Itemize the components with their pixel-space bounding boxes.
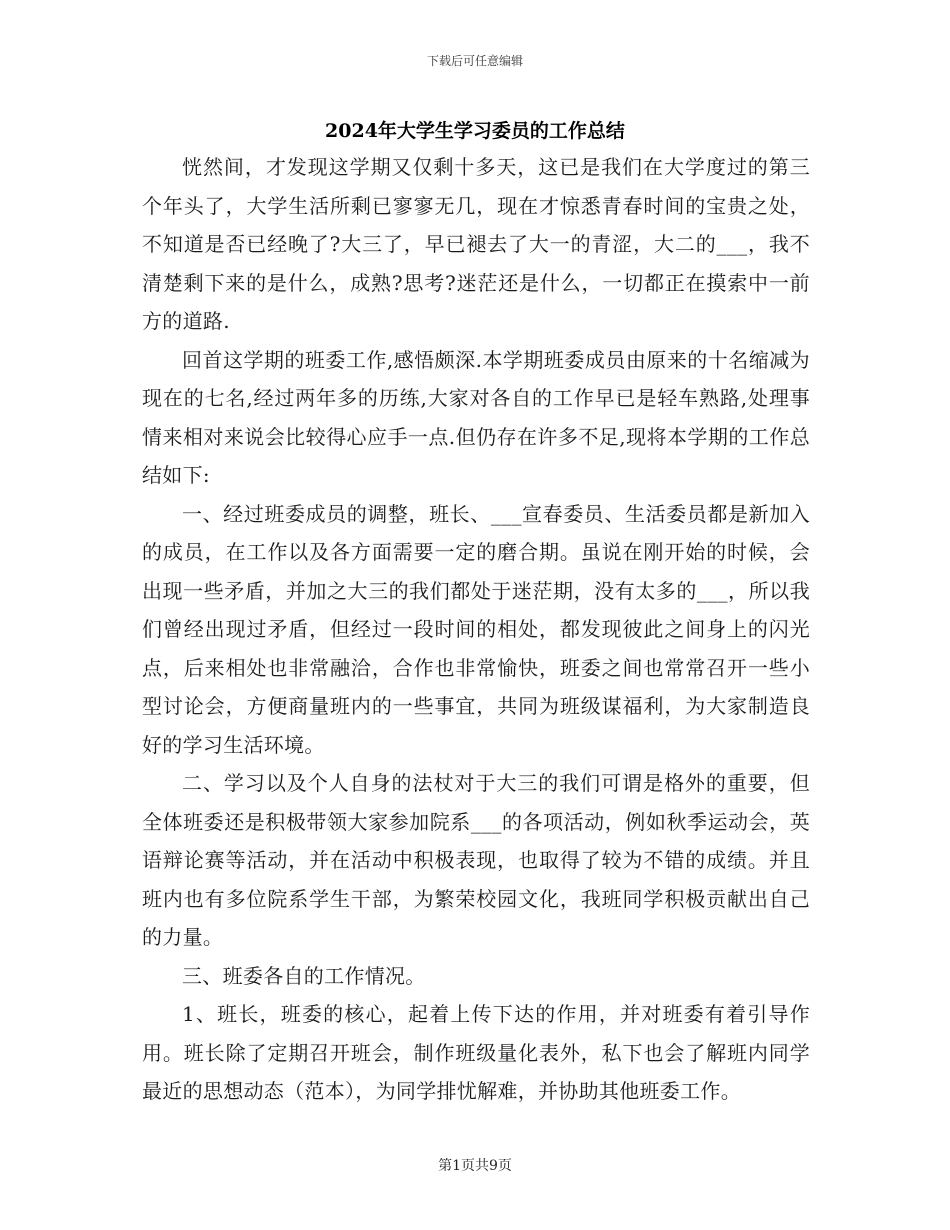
paragraph: 1、班长，班委的核心，起着上传下达的作用，并对班委有着引导作用。班长除了定期召开班会，制作班级量化表外，私下也会了解班内同学最近的思想动态（范本），为同学排忧解难，并协助其他班委工作。 xyxy=(142,1002,810,1103)
header-note: 下载后可任意编辑 xyxy=(426,54,523,68)
document-body xyxy=(142,148,810,1111)
paragraph: 一、经过班委成员的调整，班长、___宣春委员、生活委员都是新加入的成员，在工作以及各方面需要一定的磨合期。虽说在刚开始的时候，会出现一些矛盾，并加之大三的我们都处于迷茫期，没有太多的___，所以我们曾经出现过矛盾，但经过一段时间的相处，都发现彼此之间身上的闪光点，后来相处也非常融洽，合作也非常愉快，班委之间也常常召开一些小型讨论会，方便商量班内的一些事宜，共同为班级谋福利，为大家制造良好的学习生活环境。 xyxy=(142,501,810,757)
paragraph: 恍然间，才发现这学期又仅剩十多天，这已是我们在大学度过的第三个年头了，大学生活所剩已寥寥无几，现在才惊悉青春时间的宝贵之处，不知道是否已经晚了?大三了，早已褪去了大一的青涩，大二的___，我不清楚剩下来的是什么，成熟?思考?迷茫还是什么，一切都正在摸索中一前方的道路. xyxy=(142,155,810,333)
paragraph: 二、学习以及个人自身的法杖对于大三的我们可谓是格外的重要，但全体班委还是积极带领大家参加院系___的各项活动，例如秋季运动会，英语辩论赛等活动，并在活动中积极表现，也取得了较为不错的成绩。并且班内也有多位院系学生干部，为繁荣校园文化，我班同学积极贡献出自己的力量。 xyxy=(142,771,810,949)
document-title: 2024年大学生学习委员的工作总结 xyxy=(325,120,625,142)
paragraph: 三、班委各自的工作情况。 xyxy=(182,963,426,988)
page-footer: 第1页共9页 xyxy=(438,1158,512,1174)
paragraph: 回首这学期的班委工作,感悟颇深.本学期班委成员由原来的十名缩减为现在的七名,经过两年多的历练,大家对各自的工作早已是轻车熟路,处理事情来相对来说会比较得心应手一点.但仍存在许多不足,现将本学期的工作总结如下: xyxy=(142,347,810,487)
